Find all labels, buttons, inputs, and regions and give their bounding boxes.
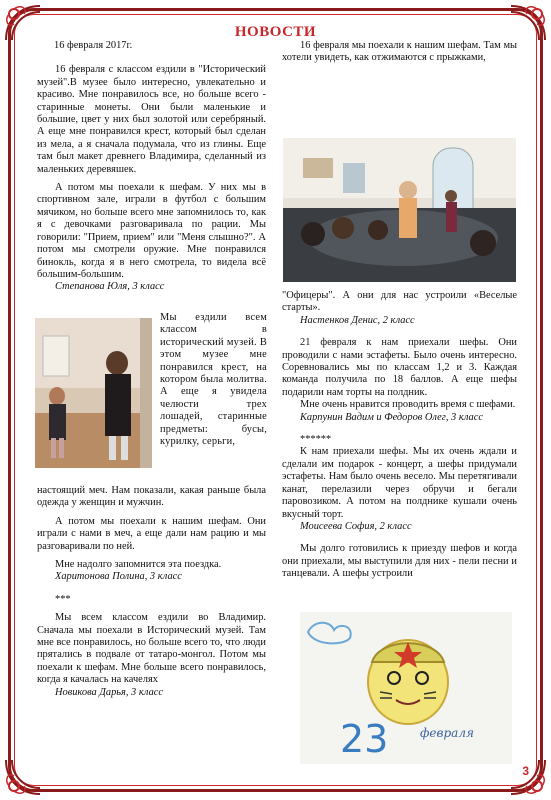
left-column-lower [37, 485, 266, 699]
museum-exhibit-photo [283, 138, 516, 282]
article-author: Новикова Дарья, 3 класс [55, 686, 163, 698]
article-paragraph: А потом мы поехали к шефам. У них мы в спортивном зале, играли в футбол с большим мячиком, но больше всего мне запомнилось то, как я с девочками разговаривала по рации. Мы говорили: "Прием, прием" или "Меня слышно?". А потом мы смотрели оружие. Мне понравился бинокль, когда я в него смотрела, то видела всё большим-большим. [37, 182, 266, 280]
article-paragraph: Мне надолго запомнится эта поездка. [55, 559, 222, 571]
page-title: НОВОСТИ [234, 24, 317, 40]
article-paragraph: 16 февраля мы поехали к нашим шефам. Там мы хотели увидеть, как отжимаются с прыжками, [282, 40, 517, 64]
article-paragraph: Мы всем классом ездили во Владимир. Сначала мы поехали в Исторический музей. Там мне все понравилось, но больше всего то, что люди прятались в подвале от татаро-монгол. Потом мы поехали к шефам. Мне больше всего понравилось, когда я качалась на качелях [37, 612, 266, 686]
right-column-lower [282, 290, 517, 581]
left-column [37, 40, 266, 294]
article-paragraph: настоящий меч. Нам показали, какая раньше была одежда у женщин и мужчин. [37, 485, 266, 509]
article-author: Харитонова Полина, 3 класс [55, 571, 182, 583]
page-number: 3 [522, 764, 529, 778]
article-paragraph: Мы ездили всем классом в исторический музей. В этом музее мне понравился крест, на котором была молитва. А еще я увидела челюсти трех лошадей, старинные предметы: бусы, курилку, серьги, [160, 312, 267, 448]
article-paragraph: Мне очень нравится проводить время с шефами. [300, 399, 516, 411]
article-paragraph: "Офицеры". А они для нас устроили «Веселые старты». [282, 290, 517, 314]
museum-photo [35, 318, 152, 468]
article-paragraph: 16 февраля с классом ездили в "Исторический музей".В музее было интересно, увлекательно и красиво. Мне понравилось все, но больше всего - старинные монеты. Они были маленькие и большие, цвет у них был золотой или серебряный. А еще мне понравился крест, который был сделан из мела, а я сначала подумала, что из глины. Еще там был макет древнего Владимира, сделанный из маленьких деревяшек. [37, 64, 266, 175]
drawing-caption: февраля [420, 726, 474, 740]
article-paragraph: К нам приехали шефы. Мы их очень ждали и сделали им подарок - концерт, а шефы придумали эстафеты. Нам было очень весело. Мы перетягивали канат, перелазили через обручи и бегали паровозиком. А потом на полднике кушали очень вкусный торт. [282, 446, 517, 520]
article-date: 16 февраля 2017г. [54, 40, 133, 51]
right-column [282, 40, 517, 65]
child-drawing [300, 612, 512, 764]
article-author: Карпунин Вадим и Федоров Олег, 3 класс [300, 411, 483, 423]
separator-stars: ****** [300, 434, 332, 446]
article-paragraph: А потом мы поехали к нашим шефам. Они играли с нами в меч, а еще дали нам рацию и мы разговаривали по ней. [37, 515, 266, 552]
article-author: Моисеева София, 2 класс [300, 520, 412, 532]
drawing-number: 23 [340, 717, 389, 761]
article-author: Степанова Юля, 3 класс [55, 281, 165, 293]
article-author: Настенков Денис, 2 класс [300, 314, 415, 326]
article-paragraph: Мы долго готовились к приезду шефов и когда они приехали, мы выступили для них - пели песни и танцевали. А шефы устроили [282, 543, 517, 580]
article-paragraph: 21 февраля к нам приехали шефы. Они проводили с нами эстафеты. Было очень интересно. Соревновались мы по классам 1,2 и 3. Каждая команда получила по 18 баллов. А еще шефы подарили нам торты на полдник. [282, 337, 517, 398]
separator-stars: *** [55, 593, 71, 605]
corner-ornament-icon [2, 756, 44, 798]
